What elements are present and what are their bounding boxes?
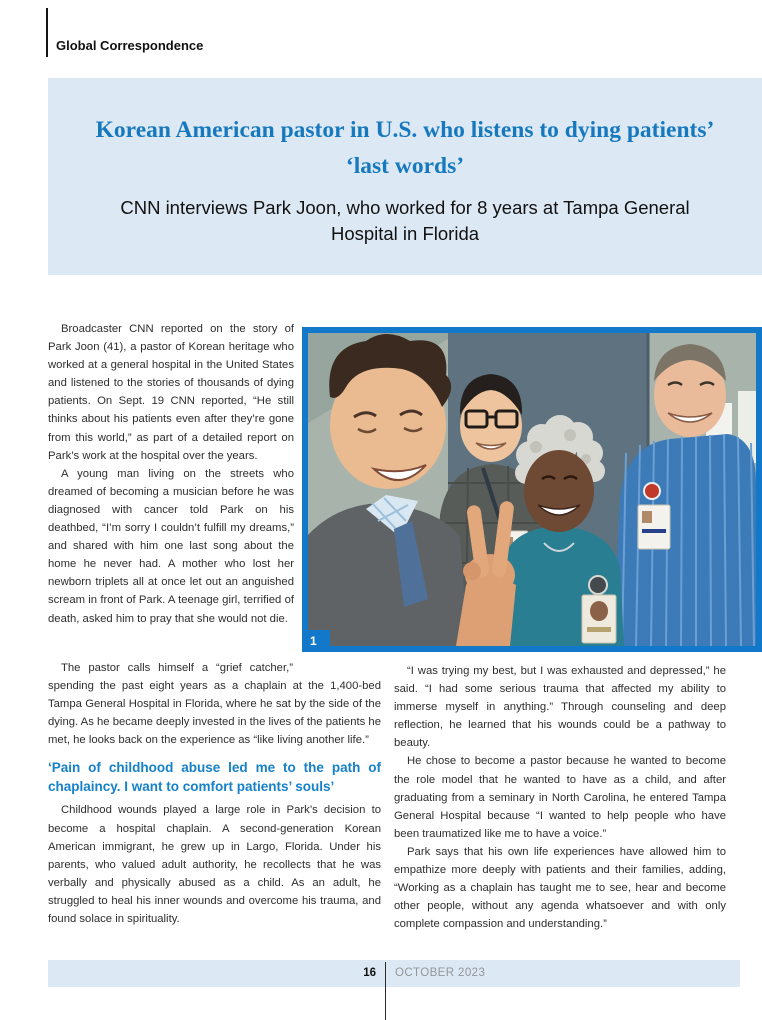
issue-date: OCTOBER 2023	[395, 967, 486, 979]
article-title: Korean American pastor in U.S. who listens to dying patients’ ‘last words’	[95, 117, 715, 179]
group-selfie-illustration	[308, 333, 756, 646]
article-subtitle: CNN interviews Park Joon, who worked for 8 years at Tampa General Hospital in Florida	[120, 197, 690, 244]
column-left-narrow	[48, 320, 294, 628]
footer-divider	[385, 962, 386, 1020]
column-left-wide	[48, 659, 381, 928]
paragraph: Park says that his own life experiences have allowed him to empathize more deeply with patients and their families, adding, “Working as a chaplain has taught me to see, hear and become other people, without any agenda whatsoever and with only complete compassion and understanding.”	[394, 845, 726, 931]
article-photo	[302, 327, 762, 652]
paragraph: “I was trying my best, but I was exhausted and depressed,” he said. “I had some serious trauma that affected my ability to immerse myself in anything.” Through counseling and deep reflection, he learned that his wounds could be a pathway to beauty.	[394, 665, 726, 750]
article-subheading: ‘Pain of childhood abuse led me to the path of chaplaincy. I want to comfort patients’ souls’	[48, 760, 381, 795]
section-label: Global Correspondence	[56, 38, 204, 53]
paragraph: A young man living on the streets who dreamed of becoming a musician before he was diagnosed with cancer told Park on his deathbed, “I’m sorry I couldn’t fulfill my dreams,” and shared with him one last song about the home he never had. A mother who lost her newborn triplets all at once let out an anguished scream in front of Park. A teenage girl, terrified of death, asked him to pray that she would not die.	[48, 467, 294, 625]
paragraph: Broadcaster CNN reported on the story of Park Joon (41), a pastor of Korean heritage who worked at a general hospital in the United States and listened to the stories of thousands of dying patients. On Sept. 19 CNN reported, “He still thinks about his patients even after they’re gone from this world,” as part of a detailed report on Park’s work at the hospital over the years.	[48, 323, 294, 462]
paragraph: He chose to become a pastor because he wanted to become the role model that he wanted to have as a child, and after graduating from a seminary in North Carolina, he entered Tampa General Hospital because “I wanted to help people who have been traumatized like me to have a voice.”	[394, 755, 726, 840]
footer-band	[48, 960, 740, 987]
text-wrap-notch	[293, 659, 381, 672]
page-number: 16	[363, 967, 376, 979]
paragraph: Childhood wounds played a large role in Park’s decision to become a hospital chaplain. A second-generation Korean American immigrant, he grew up in Largo, Florida. Under his parents, who valued adult authority, he recollects that he was verbally and physically abused as a child. As an adult, he struggled to heal his inner wounds and overcome his trauma, and found solace in spirituality.	[48, 804, 381, 926]
column-right	[394, 662, 726, 933]
photo-number-badge: 1	[302, 630, 330, 652]
section-rule	[46, 8, 48, 57]
paragraph: The pastor calls himself a “grief catcher,” spending the past eight years as a chaplain at the 1,400-bed Tampa General Hospital in Florida, where he sat by the side of the dying. As he became deeply invested in the lives of the patients he met, he looks back on the experience as “like living another life.”	[48, 662, 381, 747]
article-header-band	[48, 78, 762, 275]
